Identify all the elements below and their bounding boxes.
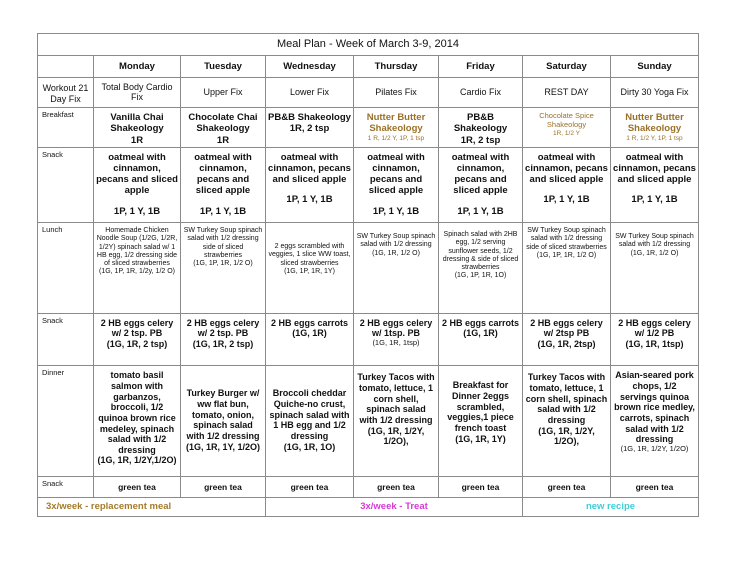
breakfast-portion: 1R <box>130 134 144 146</box>
day-header-thursday: Thursday <box>354 56 439 77</box>
lunch-portion: (1G, 1P, 1R, 1O) <box>454 272 507 280</box>
lunch-portion: (1G, 1P, 1R, 1/2 O) <box>193 260 253 268</box>
lunch-portion: (1G, 1P, 1R, 1/2y, 1/2 O) <box>99 268 175 276</box>
lunch-text: Homemade Chicken Noodle Soup (1/2G, 1/2R, 1/2Y) spinach salad w/ 1 HB egg, 1/2 dressing side of sliced strawberries <box>96 227 178 268</box>
dinner-text: Broccoli cheddar Quiche-no crust, spinach salad with 1 HB egg and 1/2 dressing <box>269 388 350 441</box>
snack1-portion: 1P, 1 Y, 1B <box>543 194 590 206</box>
snack2-portion: (1G, 1R, 2 tsp) <box>106 338 168 349</box>
workout-saturday: REST DAY <box>523 77 611 108</box>
day-header-saturday: Saturday <box>523 56 611 77</box>
breakfast-thursday <box>354 108 439 148</box>
snack1-text: oatmeal with cinnamon, pecans and sliced apple <box>367 151 425 197</box>
dinner-saturday <box>523 366 611 477</box>
snack2-text: 2 HB eggs carrots <box>441 317 520 328</box>
snack2-monday <box>94 313 181 366</box>
snack2-text: 2 HB eggs celery w/ 2 tsp. PB <box>186 317 260 339</box>
dinner-tuesday <box>181 366 266 477</box>
dinner-portion: (1G, 1R, 1Y) <box>455 433 506 444</box>
snack1-portion: 1P, 1 Y, 1B <box>286 194 333 206</box>
snack2-text: 2 HB eggs celery w/ 1tsp. PB <box>359 317 433 339</box>
lunch-portion: (1G, 1P, 1R, 1/2 O) <box>536 251 597 259</box>
dinner-portion: (1G, 1R, 1O) <box>283 441 336 452</box>
snack1-text: oatmeal with cinnamon, pecans and sliced apple <box>268 151 351 186</box>
breakfast-name: PB&B Shakeology <box>453 112 508 135</box>
row-label-snack-afternoon: Snack <box>38 313 94 366</box>
breakfast-name: PB&B Shakeology <box>268 112 351 124</box>
day-header-friday: Friday <box>439 56 523 77</box>
workout-monday: Total Body Cardio Fix <box>94 77 181 108</box>
row-label-lunch: Lunch <box>38 223 94 313</box>
snack1-friday <box>439 147 523 222</box>
dinner-text: tomato basil salmon with garbanzos, broccoli, 1/2 quinoa brown rice medeley, spinach salad with 1/2 dressing <box>98 370 176 455</box>
lunch-sunday <box>611 223 699 313</box>
legend-new-recipe: new recipe <box>523 497 699 516</box>
snack3-monday: green tea <box>94 477 181 497</box>
dinner-text: Turkey Burger w/ ww flat bun, tomato, onion, spinach salad with 1/2 dressing <box>186 388 260 441</box>
breakfast-name: Vanilla Chai Shakeology <box>110 112 164 135</box>
lunch-text: 2 eggs scrambled with veggies, 1 slice WW toast, sliced strawberries <box>268 243 351 267</box>
snack1-wednesday <box>266 147 354 222</box>
snack2-text: 2 HB eggs celery w/ 2tsp PB <box>530 317 603 339</box>
snack1-text: oatmeal with cinnamon, pecans and sliced apple <box>613 151 696 186</box>
day-header-sunday: Sunday <box>611 56 699 77</box>
dinner-thursday <box>354 366 439 477</box>
row-label-workout: Workout 21 Day Fix <box>38 77 94 108</box>
lunch-text: SW Turkey Soup spinach salad with 1/2 dressing side of sliced strawberries <box>183 227 263 259</box>
dinner-portion: (1G, 1R, 1/2Y, 1/2O), <box>538 425 595 447</box>
snack1-portion: 1P, 1 Y, 1B <box>199 205 247 217</box>
day-header-monday: Monday <box>94 56 181 77</box>
breakfast-tuesday <box>181 108 266 148</box>
breakfast-monday <box>94 108 181 148</box>
breakfast-portion: 1R, 2 tsp <box>289 123 330 135</box>
dinner-text: Turkey Tacos with tomato, lettuce, 1 corn shell, spinach salad with 1/2 dressing <box>357 372 435 425</box>
snack1-thursday <box>354 147 439 222</box>
dinner-portion: (1G, 1R, 1/2Y, 1/2O) <box>620 443 689 453</box>
snack1-portion: 1P, 1 Y, 1B <box>457 205 504 217</box>
breakfast-name: Nutter Butter Shakeology <box>366 112 426 135</box>
snack2-portion: (1G, 1R) <box>463 328 498 339</box>
breakfast-sunday <box>611 108 699 148</box>
snack1-portion: 1P, 1 Y, 1B <box>113 205 161 217</box>
workout-friday: Cardio Fix <box>439 77 523 108</box>
lunch-monday <box>94 223 181 313</box>
dinner-portion: (1G, 1R, 1Y, 1/2O) <box>185 441 261 452</box>
workout-thursday: Pilates Fix <box>354 77 439 108</box>
legend-treat: 3x/week - Treat <box>266 497 523 516</box>
snack2-friday <box>439 313 523 366</box>
snack1-text: oatmeal with cinnamon, pecans and sliced apple <box>451 151 510 197</box>
breakfast-wednesday <box>266 108 354 148</box>
dinner-wednesday <box>266 366 354 477</box>
dinner-friday <box>439 366 523 477</box>
day-header-tuesday: Tuesday <box>181 56 266 77</box>
lunch-portion: (1G, 1P, 1R, 1Y) <box>284 267 335 275</box>
page-title: Meal Plan - Week of March 3-9, 2014 <box>38 34 699 56</box>
snack2-text: 2 HB eggs carrots <box>270 317 349 328</box>
lunch-tuesday <box>181 223 266 313</box>
lunch-thursday <box>354 223 439 313</box>
snack2-portion: (1G, 1R, 1tsp) <box>625 338 684 349</box>
snack3-wednesday: green tea <box>266 477 354 497</box>
breakfast-portion: 1R, 1/2 Y <box>553 129 580 137</box>
snack3-thursday: green tea <box>354 477 439 497</box>
breakfast-portion: 1 R, 1/2 Y, 1P, 1 tsp <box>367 134 425 142</box>
snack1-text: oatmeal with cinnamon, pecans and sliced apple <box>194 151 252 197</box>
workout-sunday: Dirty 30 Yoga Fix <box>611 77 699 108</box>
legend-replacement-meal: 3x/week - replacement meal <box>38 497 266 516</box>
row-label-snack-morning: Snack <box>38 147 94 222</box>
breakfast-portion: 1 R, 1/2 Y, 1P, 1 tsp <box>626 134 683 142</box>
dinner-sunday <box>611 366 699 477</box>
dinner-text: Turkey Tacos with tomato, lettuce, 1 corn shell, spinach salad with 1/2 dressing <box>525 372 608 425</box>
row-label-breakfast: Breakfast <box>38 108 94 148</box>
breakfast-saturday <box>523 108 611 148</box>
breakfast-name: Chocolate Chai Shakeology <box>188 112 258 135</box>
snack3-tuesday: green tea <box>181 477 266 497</box>
corner-cell <box>38 56 94 77</box>
breakfast-name: Nutter Butter Shakeology <box>625 112 684 135</box>
snack1-sunday <box>611 147 699 222</box>
lunch-text: Spinach salad with 2HB egg, 1/2 serving sunflower seeds, 1/2 dressing & side of sliced strawberries <box>442 231 519 272</box>
breakfast-name: Chocolate Spice Shakeology <box>539 111 594 130</box>
snack1-portion: 1P, 1 Y, 1B <box>372 205 420 217</box>
snack2-portion: (1G, 1R) <box>292 328 327 339</box>
snack1-portion: 1P, 1 Y, 1B <box>631 194 678 206</box>
snack3-friday: green tea <box>439 477 523 497</box>
lunch-text: SW Turkey Soup spinach salad with 1/2 dressing <box>615 233 694 249</box>
lunch-text: SW Turkey Soup spinach salad with 1/2 dressing side of sliced strawberries <box>526 227 607 251</box>
breakfast-portion: 1R, 2 tsp <box>460 134 501 146</box>
row-label-dinner: Dinner <box>38 366 94 477</box>
snack2-portion: (1G, 1R, 1tsp) <box>372 337 420 347</box>
snack3-sunday: green tea <box>611 477 699 497</box>
snack1-tuesday <box>181 147 266 222</box>
snack1-text: oatmeal with cinnamon, pecans and sliced apple <box>96 151 178 197</box>
lunch-wednesday <box>266 223 354 313</box>
snack2-thursday <box>354 313 439 366</box>
dinner-portion: (1G, 1R, 1/2Y, 1/2O), <box>367 425 425 447</box>
snack1-text: oatmeal with cinnamon, pecans and sliced apple <box>525 151 608 186</box>
workout-tuesday: Upper Fix <box>181 77 266 108</box>
snack2-tuesday <box>181 313 266 366</box>
dinner-portion: (1G, 1R, 1/2Y,1/2O) <box>97 455 177 466</box>
day-header-wednesday: Wednesday <box>266 56 354 77</box>
breakfast-portion: 1R <box>216 134 230 146</box>
dinner-text: Asian-seared pork chops, 1/2 servings quinoa brown rice medley, carrots, spinach salad with 1/2 dressing <box>614 370 695 445</box>
lunch-portion: (1G, 1R, 1/2 O) <box>372 249 420 257</box>
snack2-saturday <box>523 313 611 366</box>
row-label-snack-evening: Snack <box>38 477 94 497</box>
lunch-text: SW Turkey Soup spinach salad with 1/2 dressing <box>356 233 436 249</box>
dinner-monday <box>94 366 181 477</box>
lunch-friday <box>439 223 523 313</box>
lunch-portion: (1G, 1R, 1/2 O) <box>630 249 679 257</box>
snack2-wednesday <box>266 313 354 366</box>
snack3-saturday: green tea <box>523 477 611 497</box>
snack2-portion: (1G, 1R, 2 tsp) <box>192 338 254 349</box>
meal-plan-table <box>37 33 699 517</box>
snack1-monday <box>94 147 181 222</box>
dinner-text: Breakfast for Dinner 2eggs scrambled, veggies,1 piece french toast <box>447 380 514 433</box>
snack2-text: 2 HB eggs celery w/ 2 tsp. PB <box>100 317 174 339</box>
snack2-text: 2 HB eggs celery w/ 1/2 PB <box>618 317 691 339</box>
lunch-saturday <box>523 223 611 313</box>
breakfast-friday <box>439 108 523 148</box>
snack1-saturday <box>523 147 611 222</box>
snack2-sunday <box>611 313 699 366</box>
workout-wednesday: Lower Fix <box>266 77 354 108</box>
snack2-portion: (1G, 1R, 2tsp) <box>537 338 596 349</box>
